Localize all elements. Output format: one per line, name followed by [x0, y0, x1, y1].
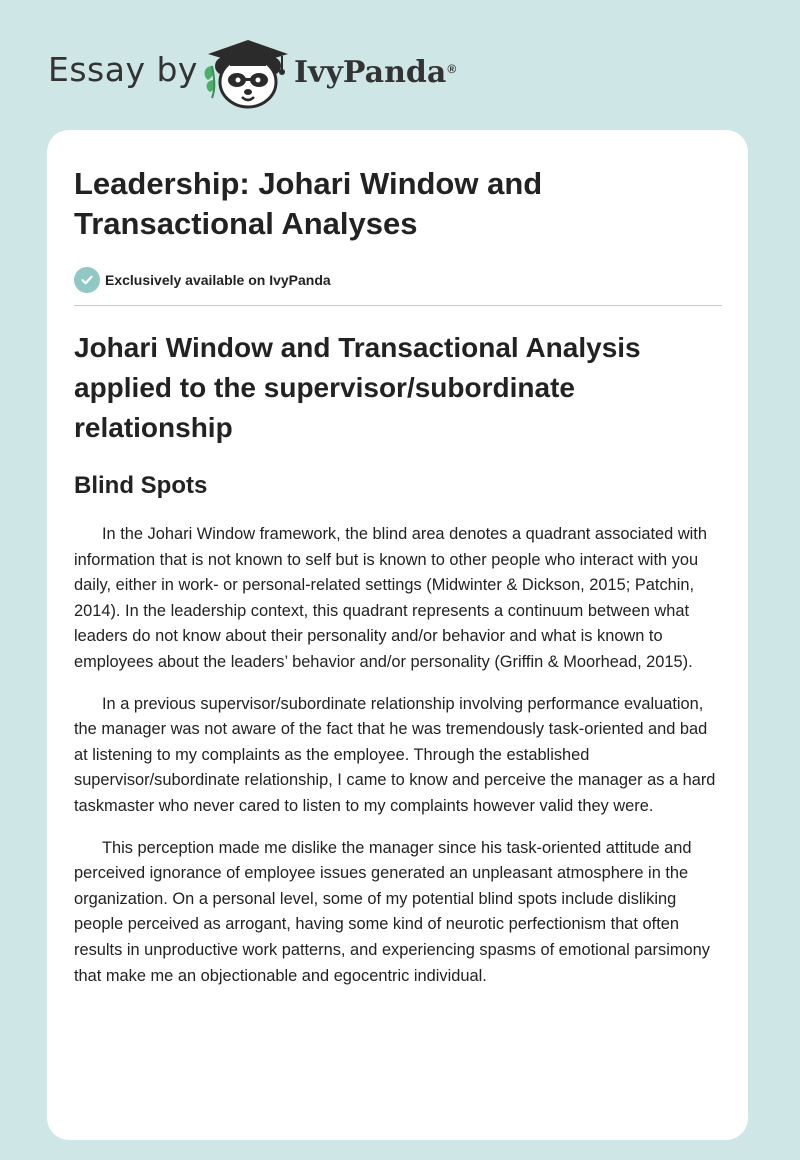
brand-prefix: Essay by: [48, 50, 198, 89]
body-paragraph: This perception made me dislike the manager since his task-oriented attitude and perceived ignorance of employee issues generated an unpleasant atmosphere in the organization. On a personal level, some of my potential blind spots include disliking people perceived as arrogant, having some kind of neurotic perfectionism that often results in unproductive work patterns, and experiencing spasms of emotional parsimony that make me an objectionable and egocentric individual.: [74, 838, 710, 985]
essay-card: [47, 130, 748, 1140]
panda-logo-icon[interactable]: [200, 36, 296, 110]
registered-mark: ®: [447, 62, 457, 76]
brand-name[interactable]: [294, 55, 455, 91]
brand-name-text: IvyPanda: [294, 55, 447, 90]
subsection-heading: Blind Spots: [74, 472, 208, 499]
site-header: [0, 0, 800, 130]
section-heading: Johari Window and Transactional Analysis applied to the supervisor/subordinate relationship: [74, 332, 641, 443]
page-title: Leadership: Johari Window and Transactional Analyses: [74, 166, 543, 241]
exclusive-badge-label: Exclusively available on IvyPanda: [105, 272, 331, 288]
exclusive-badge: [74, 267, 722, 293]
body-paragraph: In a previous supervisor/subordinate relationship involving performance evaluation, the manager was not aware of the fact that he was tremendously task-oriented and bad at listening to my complaints as the employee. Through the established supervisor/subordinate relationship, I came to know and perceive the manager as a hard taskmaster who never cared to listen to my complaints however valid they were.: [74, 694, 716, 815]
body-paragraph: In the Johari Window framework, the blind area denotes a quadrant associated with information that is not known to self but is known to other people who interact with you daily, either in work- or personal-related settings (Midwinter & Dickson, 2015; Patchin, 2014). In the leadership context, this quadrant represents a continuum between what leaders do not know about their personality and/or behavior and what is known to employees about the leaders’ behavior and/or personality (Griffin & Moorhead, 2015).: [74, 525, 707, 671]
title-divider: [74, 305, 722, 306]
check-circle-icon: [74, 267, 100, 293]
